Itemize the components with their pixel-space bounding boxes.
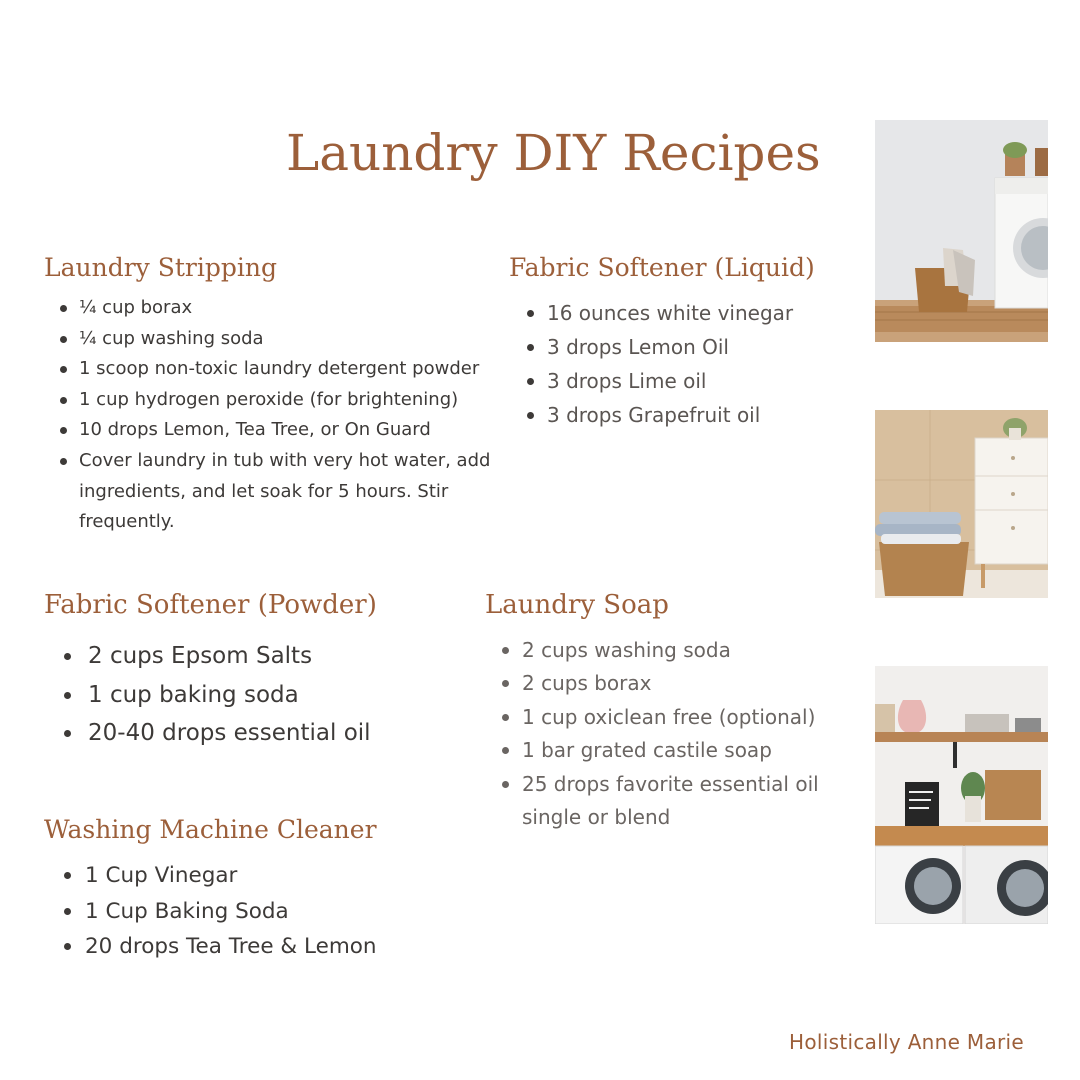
list-item: 20 drops Tea Tree & Lemon (62, 929, 464, 965)
list-item: 3 drops Grapefruit oil (525, 398, 849, 432)
list-item: 1 Cup Baking Soda (62, 894, 464, 930)
fabric-softener-liquid-section (509, 253, 849, 432)
list-item: 2 cups washing soda (500, 634, 845, 667)
list-item: 16 ounces white vinegar (525, 296, 849, 330)
ingredient-list (485, 634, 845, 834)
ingredient-list (44, 637, 464, 753)
list-item: 10 drops Lemon, Tea Tree, or On Guard (58, 415, 494, 446)
laundry-room-washer-photo (875, 120, 1048, 342)
list-item: 1 Cup Vinegar (62, 858, 464, 894)
list-item: 1 cup hydrogen peroxide (for brightening) (58, 385, 494, 416)
list-item: 1 bar grated castile soap (500, 734, 845, 767)
ingredient-list (509, 296, 849, 432)
section-heading: Laundry Soap (485, 590, 669, 620)
section-heading: Fabric Softener (Powder) (44, 590, 377, 620)
laundry-stripping-section (44, 253, 494, 538)
laundry-soap-section (485, 590, 845, 834)
list-item: 3 drops Lemon Oil (525, 330, 849, 364)
washing-machine-cleaner-section (44, 815, 464, 965)
ingredient-list (44, 858, 464, 965)
ingredient-list (44, 293, 494, 538)
section-heading: Washing Machine Cleaner (44, 815, 377, 844)
list-item: 20-40 drops essential oil (62, 714, 464, 753)
list-item: 2 cups borax (500, 667, 845, 700)
list-item: 25 drops favorite essential oil single or blend (500, 768, 845, 835)
list-item: 3 drops Lime oil (525, 364, 849, 398)
dresser-towel-basket-photo (875, 410, 1048, 598)
laundry-shelves-washers-photo (875, 666, 1048, 924)
list-item: ¼ cup borax (58, 293, 494, 324)
list-item: 1 scoop non-toxic laundry detergent powder (58, 354, 494, 385)
list-item: 1 cup oxiclean free (optional) (500, 701, 845, 734)
list-item: 1 cup baking soda (62, 676, 464, 715)
list-item: 2 cups Epsom Salts (62, 637, 464, 676)
brand-signature: Holistically Anne Marie (789, 1030, 1024, 1054)
page-title: Laundry DIY Recipes (286, 124, 821, 182)
list-item: Cover laundry in tub with very hot water, add ingredients, and let soak for 5 hours. Stir frequently. (58, 446, 494, 538)
section-heading: Laundry Stripping (44, 253, 277, 282)
fabric-softener-powder-section (44, 590, 464, 753)
section-heading: Fabric Softener (Liquid) (509, 253, 815, 282)
list-item: ¼ cup washing soda (58, 324, 494, 355)
